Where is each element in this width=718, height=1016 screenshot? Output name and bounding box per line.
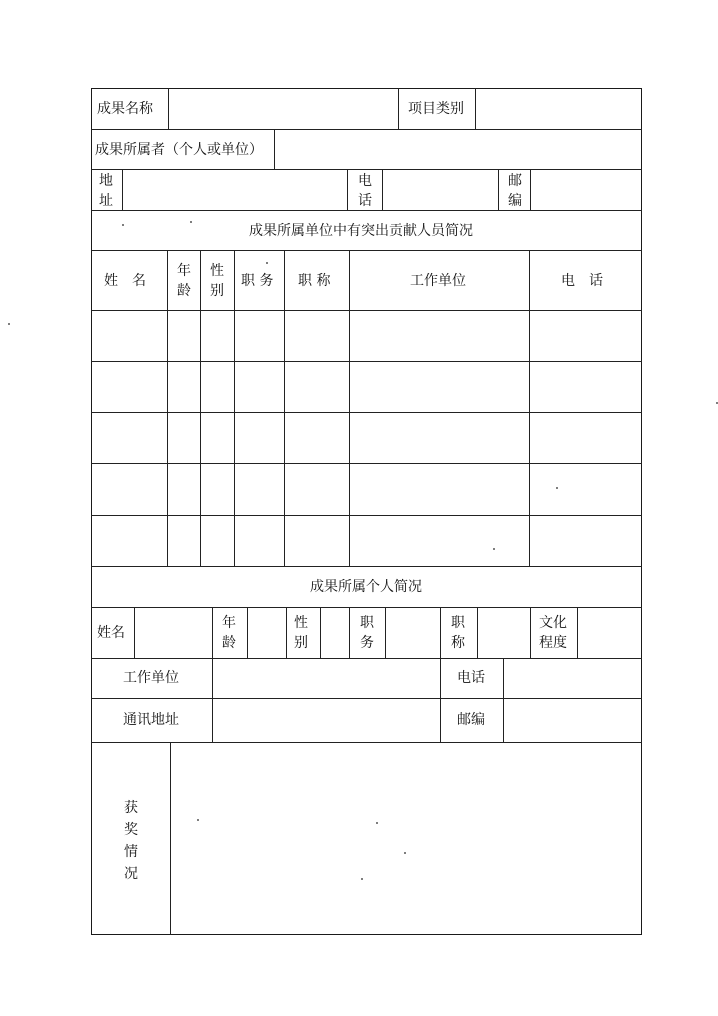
work-unit-label: 工作单位 [123,670,179,686]
row-divider [91,566,642,567]
address-field[interactable] [123,170,346,209]
person-name-field[interactable] [135,608,211,657]
person-name-label: 姓名 [97,625,125,641]
address-label: 地址 [99,173,113,209]
person-postcode-label: 邮编 [457,712,485,728]
phone-label: 电话 [358,173,372,209]
scan-speck [197,819,199,821]
person-gender-field[interactable] [321,608,348,657]
col-divider [286,607,287,658]
col-divider [440,607,441,658]
col-header-age: 年龄 [177,263,191,299]
person-age-field[interactable] [248,608,285,657]
scan-speck [556,487,558,489]
owner-field[interactable] [275,130,640,168]
table-row[interactable] [92,362,640,411]
person-education-label: 文化程度 [539,615,567,651]
table-row[interactable] [92,311,640,360]
table-row[interactable] [92,516,640,565]
person-phone-label: 电话 [457,670,485,686]
scan-speck [361,878,363,880]
person-phone-field[interactable] [504,659,640,697]
col-divider [212,607,213,658]
person-education-field[interactable] [578,608,640,657]
col-divider [440,658,441,742]
project-category-field[interactable] [476,89,640,128]
postcode-field[interactable] [531,170,640,209]
col-divider [349,607,350,658]
achievement-name-field[interactable] [169,89,397,128]
table-row[interactable] [92,413,640,462]
col-divider [347,169,348,210]
scan-speck [266,262,268,264]
postcode-label: 邮编 [508,173,522,209]
col-header-position: 职 务 [241,273,274,289]
col-header-title: 职 称 [298,273,331,289]
person-position-field[interactable] [386,608,439,657]
project-category-label: 项目类别 [408,101,464,117]
person-age-label: 年龄 [222,615,236,651]
personal-section-title: 成果所属个人简况 [310,579,422,595]
col-divider [498,169,499,210]
person-title-label: 职称 [451,615,465,651]
col-header-gender: 性别 [210,263,224,299]
col-header-phone: 电 话 [561,273,603,289]
scan-speck [190,221,192,223]
achievement-name-label: 成果名称 [97,101,153,117]
col-divider [530,607,531,658]
person-postcode-field[interactable] [504,699,640,741]
scan-speck [122,224,124,226]
owner-label: 成果所属者（个人或单位） [95,142,263,158]
row-divider [91,250,642,251]
mailing-address-field[interactable] [213,699,439,741]
phone-field[interactable] [383,170,497,209]
contributors-section-title: 成果所属单位中有突出贡献人员简况 [249,223,473,239]
awards-field[interactable] [171,743,640,933]
scan-speck [8,323,10,325]
person-gender-label: 性别 [294,615,308,651]
person-position-label: 职务 [360,615,374,651]
person-title-field[interactable] [478,608,529,657]
work-unit-field[interactable] [213,659,439,697]
scan-speck [376,822,378,824]
scan-speck [404,852,406,854]
col-header-work-unit: 工作单位 [410,273,466,289]
col-divider [398,88,399,129]
awards-label: 获奖情况 [124,800,138,882]
mailing-address-label: 通讯地址 [123,712,179,728]
col-header-name: 姓 名 [104,273,146,289]
table-row[interactable] [92,464,640,514]
scan-speck [493,548,495,550]
